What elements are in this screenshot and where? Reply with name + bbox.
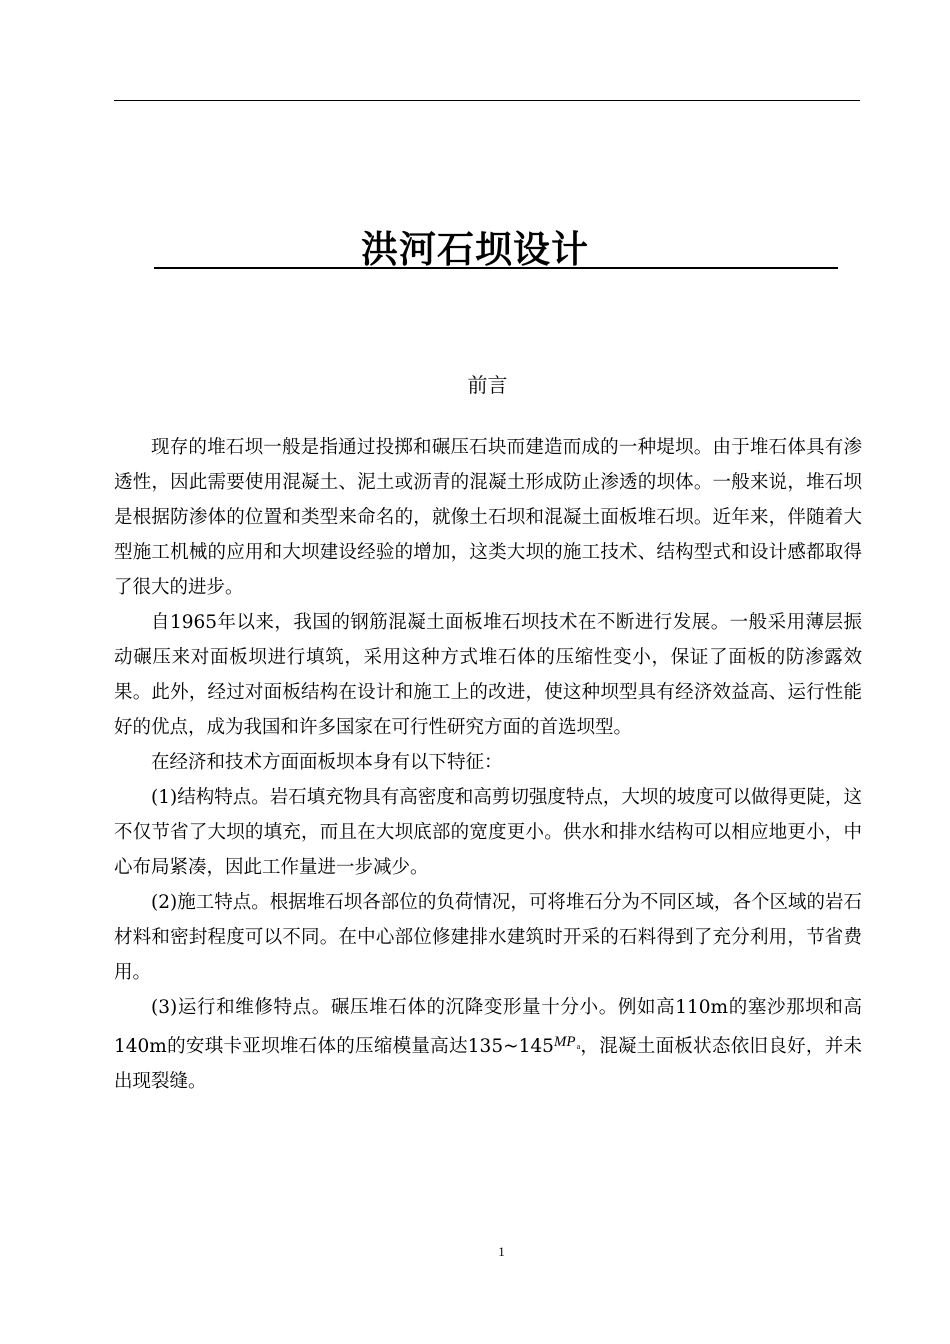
paragraph: (2)施工特点。根据堆石坝各部位的负荷情况，可将堆石分为不同区域，各个区域的岩石材料和密封程度可以不同。在中心部位修建排水建筑时开采的石料得到了充分利用，节省费用。: [114, 892, 862, 983]
unit-main: MP: [553, 1034, 576, 1050]
title-underline: [154, 267, 838, 269]
header-rule: [114, 100, 860, 101]
page-number: 1: [498, 1244, 505, 1259]
paragraph: 自1965年以来，我国的钢筋混凝土面板堆石坝技术在不断进行发展。一般采用薄层振动碾压来对面板坝进行填筑，采用这种方式堆石体的压缩性变小，保证了面板的防渗露效果。此外，经过对面板结构在设计和施工上的改进，使这种坝型具有经济效益高、运行性能好的优点，成为我国和许多国家在可行性研究方面的首选坝型。: [114, 612, 862, 738]
paragraph-text: ，混凝土面板状态依旧良好，并未出现裂缝。: [114, 1036, 862, 1092]
paragraph-with-unit: [114, 990, 862, 1099]
paragraph: 在经济和技术方面面板坝本身有以下特征：: [151, 752, 503, 773]
section-heading: 前言: [467, 373, 508, 397]
unit-mpa-formula: [554, 1025, 580, 1064]
paragraph: 现存的堆石坝一般是指通过投掷和碾压石块而建造而成的一种堤坝。由于堆石体具有渗透性，因此需要使用混凝土、泥土或沥青的混凝土形成防止渗透的坝体。一般来说，堆石坝是根据防渗体的位置和类型来命名的，就像土石坝和混凝土面板堆石坝。近年来，伴随着大型施工机械的应用和大坝建设经验的增加，这类大坝的施工技术、结构型式和设计感都取得了很大的进步。: [114, 437, 862, 598]
body-text: [114, 430, 862, 1099]
paragraph: (1)结构特点。岩石填充物具有高密度和高剪切强度特点，大坝的坡度可以做得更陡，这不仅节省了大坝的填充，而且在大坝底部的宽度更小。供水和排水结构可以相应地更小，中心布局紧凑，因此工作量进一步减少。: [114, 787, 862, 878]
paragraph-text: (3)运行和维修特点。碾压堆石体的沉降变形量十分小。例如高110m的塞沙那坝和高140m的安琪卡亚坝堆石体的压缩模量高达135~145: [114, 997, 862, 1057]
unit-subscript: a: [576, 1042, 581, 1051]
document-title: 洪河石坝设计: [361, 228, 589, 271]
